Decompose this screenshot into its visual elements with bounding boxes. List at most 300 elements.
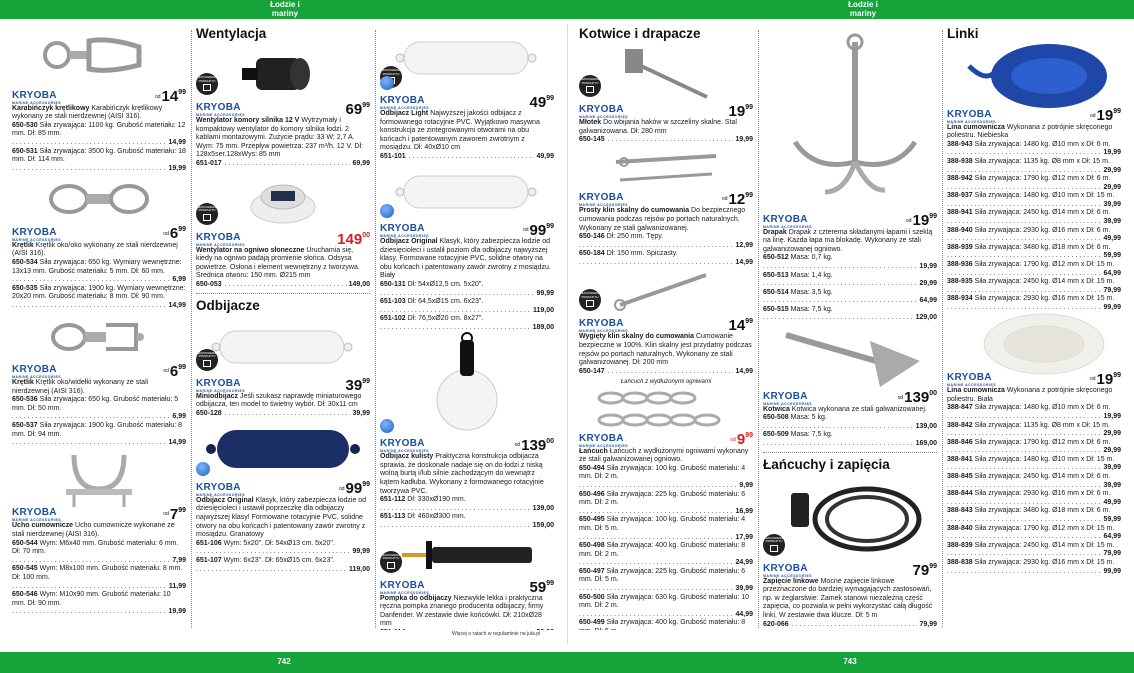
sku-code: 620-066	[763, 620, 789, 628]
sku-price-line	[579, 259, 753, 268]
sku-text	[12, 422, 186, 439]
dot-leader	[12, 557, 170, 566]
sku-price-line	[12, 583, 186, 592]
price-int: 149	[337, 230, 363, 248]
section-heading: Łańcuchy i zapięcia	[763, 456, 890, 472]
globe-icon	[380, 204, 394, 218]
price-dec: 99	[178, 363, 186, 371]
sku-code: 388-942	[947, 175, 973, 183]
sku-price: 169,00	[915, 439, 937, 447]
ball-fender-product	[380, 333, 554, 531]
price-tag	[530, 95, 554, 110]
sku-price-line	[947, 533, 1121, 542]
brand-price-row	[763, 390, 937, 406]
price-int: 59	[529, 578, 547, 596]
sku-spec: Siła zrywająca: 100 kg. Grubość materiału: 4 mm. Dł: 5 m.	[579, 516, 746, 532]
mini-fender-product	[196, 317, 370, 419]
price-int: 49	[529, 94, 547, 111]
sku-line	[196, 160, 370, 169]
brand-price-row	[196, 232, 370, 247]
sku-spec: Dł: 76,5xØ20 cm. 8x27".	[407, 315, 484, 323]
price-tag	[722, 192, 753, 208]
price-int: 39	[345, 376, 363, 394]
page-gutter	[567, 24, 568, 644]
brand-name: KRYOBA	[196, 231, 241, 243]
swivel-eye-icon	[12, 173, 186, 225]
sku-spec: Wym: M8x100 mm. Grubość materiału: 8 mm. Dł: 100 mm.	[12, 565, 183, 581]
sku-text	[12, 148, 186, 165]
price-prefix: od	[897, 394, 904, 401]
sku-code: 651-102	[380, 315, 406, 323]
brand-name: KRYOBA	[380, 438, 425, 450]
sku-price: 189,00	[532, 324, 554, 332]
price-int: 14	[161, 88, 179, 105]
sku-text	[947, 439, 1121, 448]
globe-icon	[380, 419, 394, 433]
grapnel-anchor-product	[763, 22, 937, 323]
dot-leader	[792, 621, 918, 630]
product-text: Jeśli szukasz naprawdę miniaturowego odbijacza, ten model to świetny wybór. Dł: 30x11 cm	[196, 392, 362, 409]
sku-price-line	[12, 165, 186, 174]
sku-line	[380, 153, 554, 162]
brand-sub: MARINE ACCESSORIES	[763, 573, 813, 578]
sku-price: 59,99	[1103, 516, 1121, 524]
brand-sub: MARINE ACCESSORIES	[579, 443, 629, 448]
dot-leader	[947, 568, 1101, 577]
product-description	[12, 522, 186, 539]
product-name: Wentylator na ogniwo słoneczne	[196, 246, 305, 254]
divider	[763, 452, 937, 453]
price-int: 12	[728, 190, 746, 208]
sku-text	[947, 404, 1121, 413]
swivel-eye-product	[12, 173, 186, 310]
sku-text	[196, 540, 370, 549]
sku-spec: Masa: 7,5 kg.	[790, 305, 833, 313]
price-dec: 99	[929, 562, 937, 570]
sku-code: 388-838	[947, 559, 973, 566]
sku-price: 19,99	[919, 262, 937, 270]
sku-price: 159,00	[532, 521, 554, 529]
set-badge-icon	[196, 73, 218, 95]
sku-price-line	[763, 280, 937, 289]
product-description	[579, 448, 753, 465]
price-dec: 99	[546, 222, 554, 230]
sku-spec: Wym: 6x23". Dł: 65xØ15 cm. 6x23".	[223, 557, 335, 564]
price-tag	[163, 507, 186, 523]
price-tag	[346, 102, 370, 117]
product-description	[380, 453, 554, 496]
product-text: Klasyk, który zabezpiecza łodzie od dziesięcioleci i ustalił poziom dla odbijaczy najwyższej klasy. Formowane rotacyjnie PVC, solidne otwory na obu końcach i patentowany zawór zwrotny z mosiądzu. Biały	[380, 238, 551, 280]
sku-spec: Siła zrywająca: 1790 kg. Ø12 mm x Dł: 6 m.	[974, 175, 1111, 183]
sku-spec: Dł: 460xØ300 mm.	[407, 513, 466, 521]
calendar-icon	[203, 360, 211, 367]
sku-code: 651-017	[196, 159, 222, 167]
sku-spec: Siła zrywająca: 1480 kg. Ø10 mm x Dł: 15 m.	[974, 192, 1115, 200]
fender-light-product	[380, 22, 554, 162]
price-tag	[729, 104, 753, 119]
sku-code: 651-103	[380, 298, 406, 306]
sku-text	[380, 496, 554, 505]
sku-spec: Siła zrywająca: 2930 kg. Ø16 mm x Dł: 15 m.	[974, 559, 1115, 566]
dot-leader	[947, 550, 1101, 559]
sku-code: 388-940	[947, 226, 973, 234]
cable-lock-product	[763, 476, 937, 630]
dot-leader	[947, 184, 1101, 193]
sku-spec: Siła zrywająca: 1900 kg. Grubość materiału: 8 mm. Dł: 94 mm.	[12, 422, 183, 438]
sku-price: 14,99	[168, 138, 186, 146]
brand-price-row	[196, 102, 370, 117]
sku-spec: Siła zrywająca: 1790 kg. Ø12 mm x Dł: 15 m.	[974, 524, 1115, 532]
price-int: 6	[169, 362, 179, 380]
sku-spec: Siła zrywająca: 2930 kg. Ø16 mm x Dł: 6 m.	[974, 226, 1111, 234]
sku-spec: Siła zrywająca: 1135 kg. Ø8 mm x Dł: 15 m.	[974, 157, 1110, 165]
sku-text	[947, 456, 1121, 465]
price-tag	[515, 438, 554, 454]
bottom-band	[0, 652, 1134, 673]
dot-leader	[608, 368, 734, 377]
dot-leader	[763, 297, 917, 306]
sku-text	[12, 122, 186, 139]
brand-price-row	[196, 378, 370, 393]
price-dec: 00	[546, 437, 554, 445]
column-divider	[375, 30, 376, 628]
sku-spec: Siła zrywająca: 400 kg. Grubość materiału: 8 mm. Dł: 2 m.	[579, 542, 746, 558]
section-heading: Kotwice i drapacze	[579, 26, 701, 41]
sku-price-line	[947, 252, 1121, 261]
dot-leader	[947, 167, 1101, 176]
white-rope-product	[947, 313, 1121, 577]
sku-code: 388-941	[947, 209, 973, 217]
rock-peg-product	[579, 145, 753, 268]
sku-price-line	[947, 149, 1121, 158]
sku-price-line	[947, 482, 1121, 491]
sku-text	[947, 209, 1121, 218]
sku-code: 650-499	[579, 619, 605, 627]
price-tag	[346, 378, 370, 393]
sku-code: 388-935	[947, 278, 973, 286]
sku-spec: Masa: 7,5 kg.	[790, 431, 833, 439]
sku-price: 24,99	[735, 559, 753, 567]
product-text: Uruchamia się, kiedy na ogniwo padają promienie słońca. Odsysa powietrze. Osłona i element wewnętrzny z tworzywa. Średnica otworu: 150 mm. Ø215 mm	[196, 246, 360, 280]
product-description	[380, 595, 554, 629]
product-name: Młotek	[579, 119, 602, 126]
header-right: Łodzie i mariny	[848, 0, 878, 18]
sku-spec: Siła zrywająca: 225 kg. Grubość materiału: 6 mm. Dł: 2 m.	[579, 490, 746, 507]
fender-white-icon	[380, 162, 554, 222]
price-dec: 99	[1113, 371, 1121, 379]
sku-code: 650-128	[196, 409, 222, 417]
sku-price: 49,99	[536, 152, 554, 160]
grapnel-anchor-icon	[763, 22, 937, 212]
brand-price-row	[763, 213, 937, 229]
sku-spec: Masa: 3,5 kg.	[790, 288, 833, 296]
brand-name: KRYOBA	[763, 213, 808, 225]
dot-leader	[947, 201, 1101, 210]
sku-spec: Siła zrywająca: 100 kg. Grubość materiału: 4 mm. Dł: 2 m.	[579, 464, 746, 481]
section-heading: Wentylacja	[196, 26, 267, 41]
price-dec: 99	[1113, 108, 1121, 115]
cable-lock-icon	[763, 476, 937, 562]
sku-code: 650-053	[196, 280, 222, 288]
dot-leader	[947, 533, 1101, 542]
sku-price-line	[12, 608, 186, 617]
brand-logo	[196, 103, 245, 117]
price-tag	[337, 232, 370, 247]
sku-price: 64,99	[919, 297, 937, 305]
price-dec: 99	[745, 318, 753, 326]
sku-price-line	[196, 566, 370, 575]
sku-text	[579, 491, 753, 508]
brand-sub: MARINE ACCESSORIES	[12, 375, 62, 380]
swivel-jaw-product	[12, 311, 186, 448]
product-text: Najwyższej jakości odbijacz z formowanego rotacyjnie PVC. Wyjątkowo masywna konstrukcja ze zintegrowanymi otworami na obu końcach i patentowanym zaworem zwrotnym z mosiądzu. Dł: 40xØ10 cm	[380, 110, 540, 152]
sku-price-line	[579, 611, 753, 620]
dot-leader	[579, 611, 733, 620]
product-description	[380, 238, 554, 281]
product-description	[763, 229, 937, 255]
sku-price: 64,99	[1103, 269, 1121, 277]
price-int: 19	[1096, 370, 1114, 388]
brand-logo	[196, 233, 245, 247]
product-text: Krętlik oko/oko wykonany ze stali nierdzewnej (AISI 316).	[12, 241, 178, 258]
sku-price: 14,99	[735, 367, 753, 375]
column-5	[763, 22, 937, 630]
dot-leader	[579, 585, 733, 594]
dot-leader	[12, 583, 167, 592]
dot-leader	[947, 447, 1101, 456]
price-int: 9	[736, 431, 746, 449]
product-text: Do wbijania haków w szczeliny skalne. Stal galwanizowana. Dł: 280 mm	[579, 119, 737, 135]
brand-logo	[196, 379, 245, 393]
sku-spec: Masa: 1,4 kg.	[790, 271, 833, 279]
sku-spec: Wym: M10x90 mm. Grubość materiału: 10 mm. Dł: 90 mm.	[12, 591, 171, 607]
brand-name: KRYOBA	[763, 562, 808, 574]
sku-code: 388-937	[947, 192, 973, 200]
dot-leader	[12, 165, 166, 174]
dot-leader	[579, 559, 733, 568]
price-prefix: od	[522, 227, 529, 234]
sku-price-line	[947, 550, 1121, 559]
price-tag	[730, 432, 753, 448]
chain-note: Łańcuch z wydłużonymi ogniwami	[620, 379, 712, 386]
brand-price-row	[196, 481, 370, 497]
sku-code: 388-846	[947, 438, 973, 446]
product-description	[947, 387, 1121, 404]
sku-code: 650-534	[12, 259, 38, 266]
sku-price: 6,99	[172, 276, 186, 284]
sku-text	[947, 175, 1121, 184]
sku-text	[947, 227, 1121, 236]
price-prefix: od	[730, 436, 736, 443]
sku-price-line	[947, 568, 1121, 577]
sku-line	[579, 368, 753, 377]
calendar-icon	[203, 214, 211, 221]
sku-code: 650-545	[12, 565, 38, 573]
dot-leader	[947, 516, 1101, 525]
sku-code: 388-841	[947, 455, 973, 463]
sku-price: 7,99	[172, 556, 186, 564]
sku-price-line	[947, 167, 1121, 176]
sku-spec: Masa: 5 kg.	[790, 414, 827, 422]
sku-price-line	[196, 548, 370, 557]
sku-text	[12, 591, 186, 608]
sku-text	[947, 192, 1121, 201]
price-dec: 99	[929, 213, 937, 220]
product-text: Klasyk, który zabezpiecza łodzie od dziesięcioleci i ustawił poprzeczkę dla odbijaczy najwyższej klasy! Formowane rotacyjnie PVC, solidne otwory na obu końcach i patentowany zawór zwrotny z mosiądzu. Granatowy	[196, 496, 367, 539]
badge-text: ZESTAWIENIE PRODUKTU	[380, 552, 401, 560]
product-description	[579, 207, 753, 233]
calendar-icon	[203, 84, 211, 91]
price-int: 99	[345, 480, 363, 498]
header-left: Łodzie i mariny	[270, 0, 300, 18]
price-prefix: od	[905, 217, 912, 224]
sku-price: 29,99	[919, 280, 937, 288]
column-1	[12, 22, 186, 630]
sku-text	[763, 306, 937, 315]
brand-sub: MARINE ACCESSORIES	[380, 449, 430, 454]
brand-price-row	[12, 364, 186, 380]
sku-spec: Dł: 330xØ190 mm.	[407, 496, 466, 504]
sku-price: 79,99	[1103, 550, 1121, 558]
price-tag	[155, 89, 186, 105]
dot-leader	[947, 218, 1101, 227]
brand-name: KRYOBA	[196, 481, 241, 493]
sku-text	[12, 540, 186, 557]
sku-spec: Wym: M6x40 mm. Grubość materiału: 6 mm. Dł: 70 mm.	[12, 539, 179, 556]
sku-text	[763, 254, 937, 263]
sku-text	[763, 431, 937, 440]
brand-sub: MARINE ACCESSORIES	[196, 388, 246, 393]
top-band	[0, 0, 1134, 19]
product-text: Krętlik oko/widełki wykonany ze stali nierdzewnej (AISI 316).	[12, 379, 149, 395]
rock-peg-icon	[579, 145, 753, 191]
badge-text: ZESTAWIENIE PRODUKTU	[196, 350, 217, 359]
hammer-product	[579, 45, 753, 145]
sku-text	[947, 158, 1121, 167]
sku-price: 19,99	[1103, 412, 1121, 420]
sku-text	[579, 250, 753, 259]
sku-code: 388-847	[947, 404, 973, 412]
price-dec: 00	[362, 231, 370, 239]
brand-sub: MARINE ACCESSORIES	[579, 115, 629, 119]
dot-leader	[947, 499, 1101, 508]
sku-spec: Siła zrywająca: 2450 kg. Ø14 mm x Dł: 6 m.	[974, 473, 1111, 481]
sku-text	[579, 568, 753, 585]
sku-price: 99,99	[1103, 567, 1121, 575]
sku-text	[763, 414, 937, 423]
price-tag	[523, 223, 554, 239]
sku-price: 39,99	[1103, 481, 1121, 489]
sku-code: 388-845	[947, 473, 973, 481]
sku-price-line	[380, 505, 554, 514]
sku-text	[12, 565, 186, 582]
brand-name: KRYOBA	[12, 507, 57, 519]
brand-sub: MARINE ACCESSORIES	[380, 590, 430, 595]
price-int: 19	[728, 103, 746, 120]
sku-text	[947, 525, 1121, 534]
calendar-icon	[586, 300, 594, 307]
product-name: Drapak	[763, 228, 787, 236]
swivel-jaw-icon	[12, 311, 186, 363]
brand-name: KRYOBA	[947, 108, 992, 120]
dot-leader	[579, 482, 737, 491]
sku-code: 388-843	[947, 507, 973, 515]
sku-code: 650-498	[579, 542, 605, 550]
column-2	[196, 22, 370, 630]
sku-text	[196, 557, 370, 566]
sku-code: 651-113	[380, 513, 406, 521]
product-description	[947, 124, 1121, 141]
brand-price-row	[763, 563, 937, 578]
sku-price-line	[579, 534, 753, 543]
sku-price-line	[579, 482, 753, 491]
price-dec: 99	[178, 89, 186, 96]
price-prefix: od	[163, 511, 169, 518]
sku-spec: Siła zrywająca: 650 kg. Grubość materiału: 5 mm. Dł: 50 mm.	[12, 396, 179, 412]
sku-price-line	[947, 201, 1121, 210]
sku-code: 388-936	[947, 261, 973, 269]
sku-price: 11,99	[168, 582, 186, 590]
product-description	[579, 333, 753, 367]
dot-leader	[380, 307, 531, 316]
brand-name: KRYOBA	[12, 226, 57, 238]
sku-line	[196, 410, 370, 419]
brand-price-row	[579, 104, 753, 119]
column-divider	[191, 30, 192, 628]
dot-leader	[12, 413, 170, 422]
sku-price-line	[947, 218, 1121, 227]
sku-price-line	[579, 559, 753, 568]
product-text: Wykonana z potrójnie skręconego poliestru. Biała	[947, 387, 1113, 403]
sku-price: 39,99	[1103, 218, 1121, 226]
product-text: Praktyczna konstrukcja odbijacza sprawia, że doskonale nadaje się on do łodzi z niską wolną burtą i/lub silnie zachodzącym do wewnątrz kątem kadłuba. Wykonany z formowanego rotacyjnie tworzywa PVC.	[380, 453, 544, 495]
sku-code: 388-839	[947, 541, 973, 549]
dot-leader	[947, 482, 1101, 491]
sku-text	[380, 315, 554, 324]
product-name: Pompka do odbijaczy	[380, 594, 452, 602]
set-badge-icon	[196, 203, 218, 225]
sku-spec: Siła zrywająca: 225 kg. Grubość materiału: 6 mm. Dł: 5 m.	[579, 567, 746, 584]
brand-name: KRYOBA	[579, 192, 624, 204]
brand-logo	[12, 508, 61, 522]
set-badge-icon	[196, 349, 218, 371]
sku-price: 139,00	[915, 422, 937, 430]
blue-rope-icon	[947, 45, 1121, 107]
price-dec: 99	[745, 432, 753, 440]
sku-code: 650-147	[579, 367, 605, 375]
product-text: Do bezpiecznego cumowania podczas rejsów po portach naturalnych. Wykonany ze stali galwanizowanej.	[579, 207, 746, 232]
dot-leader	[380, 505, 531, 514]
sku-code: 650-500	[579, 593, 605, 601]
sku-code: 650-546	[12, 591, 38, 599]
product-text: Wykonana z potrójnie skręconego poliestru. Niebieska	[947, 123, 1113, 140]
brand-price-row	[12, 89, 186, 105]
price-int: 69	[345, 101, 363, 118]
sku-code: 651-112	[380, 496, 406, 504]
sku-price-line	[12, 139, 186, 148]
sku-text	[380, 513, 554, 522]
globe-icon	[380, 76, 394, 90]
dot-leader	[763, 263, 917, 272]
sku-spec: Siła zrywająca: 1790 kg. Ø12 mm x Dł: 6 m.	[974, 438, 1111, 446]
sku-text	[947, 278, 1121, 287]
sku-text	[380, 298, 554, 307]
brand-name: KRYOBA	[947, 372, 992, 384]
badge-text: ZESTAWIENIE PRODUKTU	[579, 291, 600, 299]
price-tag	[163, 226, 186, 242]
badge-text: ZESTAWIENIE PRODUKTU	[196, 75, 217, 83]
product-name: Odbijacz Light	[380, 110, 429, 117]
